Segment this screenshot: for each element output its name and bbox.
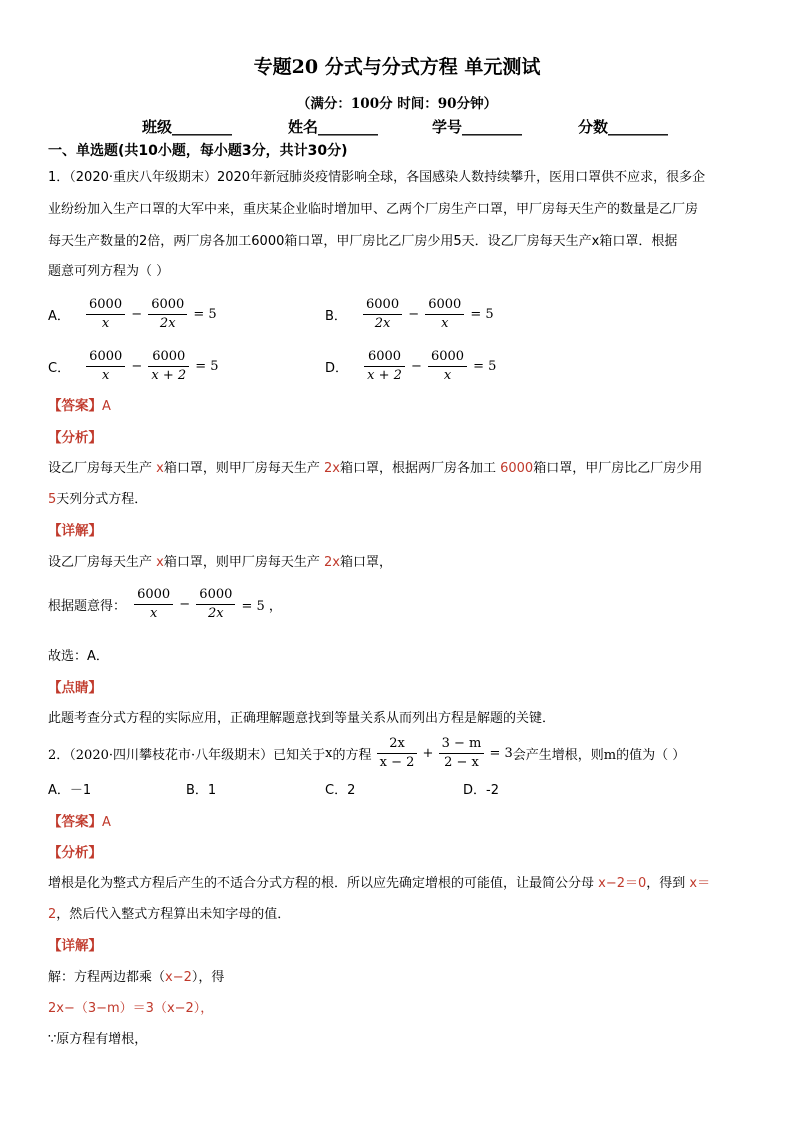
q2-option-a: A．－1 [48,783,92,798]
q2-detail-label: 【详解】 [48,938,102,954]
q1-detail-label: 【详解】 [48,523,102,539]
q1-stem-line-3: 每天生产数量的2倍，两厂房各加工6000箱口罩，甲厂房比乙厂房少用5天．设乙厂房每天生产x箱口罩．根据 [48,234,678,249]
q1-option-a: A． $\frac{6000}{x}$ − $\frac{6000}{2x}$ = 5 [48,297,217,331]
q1-analysis-label: 【分析】 [48,430,102,446]
q1-stem-line-2: 业纷纷加入生产口罩的大军中来，重庆某企业临时增加甲、乙两个厂房生产口罩，甲厂房每天生产的数量是乙厂房 [48,202,699,217]
q2-option-c: C．2 [325,783,356,798]
class-field: 班级________ [142,118,233,136]
q2-option-d: D．-2 [463,783,499,798]
q1-detail-equation: 根据题意得： $\frac{6000}{x}$ − $\frac{6000}{2x}$ = 5 ， [48,587,282,621]
q2-detail-line-2: 2x−（3−m）＝3（x−2）， [48,1001,214,1016]
q1-conclusion: 故选：A． [48,649,109,664]
q2-detail-line-1: 解：方程两边都乘（x−2），得 [48,970,225,985]
q1-detail-line-1: 设乙厂房每天生产 x箱口罩，则甲厂房每天生产 2x箱口罩， [48,555,392,570]
q1-comment-label: 【点睛】 [48,680,102,696]
q2-detail-line-3: ∵原方程有增根， [48,1032,148,1047]
q1-stem-line-1: 1．（2020·重庆八年级期末）2020年新冠肺炎疫情影响全球，各国感染人数持续攀升，医用口罩供不应求，很多企 [48,170,706,185]
student-id-field: 学号________ [432,118,523,136]
q1-analysis-line-1: 设乙厂房每天生产 x箱口罩，则甲厂房每天生产 2x箱口罩，根据两厂房各加工 6000箱口罩，甲厂房比乙厂房少用 [48,461,703,476]
q2-analysis-line-2: 2，然后代入整式方程算出未知字母的值． [48,907,291,922]
score-field: 分数________ [578,118,669,136]
q2-answer: 【答案】A [48,814,111,830]
q1-analysis-line-2: 5天列分式方程． [48,492,148,507]
q1-answer: 【答案】A [48,398,111,414]
page-title: 专题20 分式与分式方程 单元测试 [253,56,541,78]
q1-stem-line-4: 题意可列方程为（ ） [48,264,170,279]
q1-option-d: D． $\frac{6000}{x + 2}$ − $\frac{6000}{x}$ = 5 [325,349,497,383]
q2-stem: 2．（2020·四川攀枝花市·八年级期末）已知关于x的方程 $\frac{2x}{x - 2}$ + $\frac{3 - m}{2 - x}$ = 3会产生增根，则m的值为（ ） [48,736,686,770]
exam-info: （满分：100分 时间：90分钟） [296,96,498,112]
section-heading: 一、单选题(共10小题，每小题3分，共计30分) [48,143,348,159]
q2-analysis-line-1: 增根是化为整式方程后产生的不适合分式方程的根．所以应先确定增根的可能值，让最简公分母 x−2＝0，得到 x＝ [48,876,711,891]
q1-option-b: B． $\frac{6000}{2x}$ − $\frac{6000}{x}$ = 5 [325,297,494,331]
q1-comment: 此题考查分式方程的实际应用，正确理解题意找到等量关系从而列出方程是解题的关键． [48,711,556,726]
q2-analysis-label: 【分析】 [48,845,102,861]
q2-option-b: B．1 [186,783,217,798]
q1-option-c: C． $\frac{6000}{x}$ − $\frac{6000}{x + 2}$ = 5 [48,349,219,383]
name-field: 姓名________ [288,118,379,136]
